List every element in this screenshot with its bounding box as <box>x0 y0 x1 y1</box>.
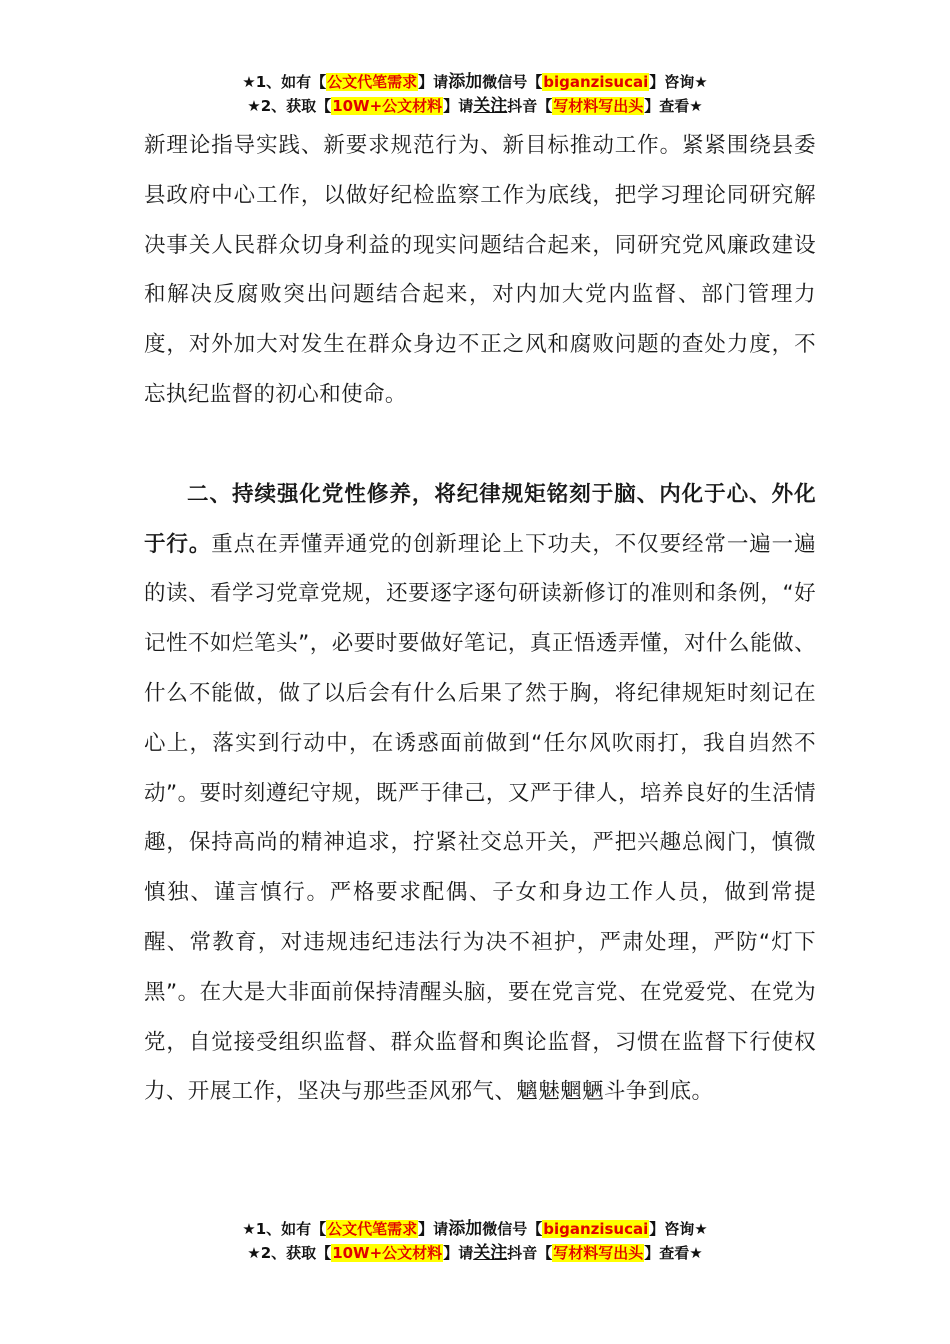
footer-banner <box>0 1217 950 1265</box>
banner-text: 】请 <box>443 97 474 115</box>
emphasis-text: 关注 <box>473 1243 508 1263</box>
banner-text: 】查看★ <box>644 97 703 115</box>
paragraph-text: 重点在弄懂弄通党的创新理论上下功夫，不仅要经常一遍一遍的读、看学习党章党规，还要逐字逐句研读新修订的准则和条例，“好记性不如烂笔头”，必要时要做好笔记，真正悟透弄懂，对什么能做、什么不能做，做了以后会有什么后果了然于胸，将纪律规矩时刻记在心上，落实到行动中，在诱惑面前做到“任尔风吹雨打，我自岿然不动”。要时刻遵纪守规，既严于律己，又严于律人，培养良好的生活情趣，保持高尚的精神追求，拧紧社交总开关，严把兴趣总阀门，慎微慎独、谨言慎行。严格要求配偶、子女和身边工作人员，做到常提醒、常教育，对违规违纪违法行为决不袒护，严肃处理，严防“灯下黑”。在大是大非面前保持清醒头脑，要在党言党、在党爱党、在党为党，自觉接受组织监督、群众监督和舆论监督，习惯在监督下行使权力、开展工作，坚决与那些歪风邪气、魑魅魍魉斗争到底。 <box>144 531 817 1105</box>
banner-text: 微信号【 <box>482 1220 543 1238</box>
banner-line-2 <box>0 94 950 118</box>
highlight-label: 10W+公文材料 <box>332 97 443 115</box>
emphasis-text: 添加 <box>448 1219 483 1239</box>
banner-text: ★2、获取【 <box>247 97 332 115</box>
banner-text: ★1、如有【 <box>242 1220 327 1238</box>
banner-line-2 <box>0 1241 950 1265</box>
banner-text: ★2、获取【 <box>247 1244 332 1262</box>
banner-line-1 <box>0 70 950 94</box>
wechat-id: biganzisucai <box>543 73 649 91</box>
douyin-account: 写材料写出头 <box>553 97 644 115</box>
banner-text: 】请 <box>418 1220 449 1238</box>
banner-text: 抖音【 <box>507 1244 553 1262</box>
wechat-id: biganzisucai <box>543 1220 649 1238</box>
highlight-label: 公文代笔需求 <box>327 1220 418 1238</box>
banner-text: 】请 <box>443 1244 474 1262</box>
paragraph: 新理论指导实践、新要求规范行为、新目标推动工作。紧紧围绕县委县政府中心工作，以做好纪检监察工作为底线，把学习理论同研究解决事关人民群众切身利益的现实问题结合起来，同研究党风廉政建设和解决反腐败突出问题结合起来，对内加大党内监督、部门管理力度，对外加大对发生在群众身边不正之风和腐败问题的查处力度，不忘执纪监督的初心和使命。 <box>144 133 816 407</box>
highlight-label: 公文代笔需求 <box>327 73 418 91</box>
emphasis-text: 添加 <box>448 72 483 92</box>
banner-text: 】请 <box>418 73 449 91</box>
document-body <box>144 121 816 1117</box>
paragraph-gap <box>144 420 816 470</box>
douyin-account: 写材料写出头 <box>553 1244 644 1262</box>
section-heading: 二、持续强化党性修养，将纪律规矩铭刻于脑、内化于心、外化于行。 <box>144 481 816 557</box>
banner-text: 微信号【 <box>482 73 543 91</box>
banner-text: 抖音【 <box>507 97 553 115</box>
emphasis-text: 关注 <box>473 96 508 116</box>
paragraph <box>144 470 816 1117</box>
banner-text: 】咨询★ <box>649 73 708 91</box>
banner-text: 】咨询★ <box>649 1220 708 1238</box>
banner-line-1 <box>0 1217 950 1241</box>
banner-text: ★1、如有【 <box>242 73 327 91</box>
highlight-label: 10W+公文材料 <box>332 1244 443 1262</box>
banner-text: 】查看★ <box>644 1244 703 1262</box>
header-banner <box>0 70 950 118</box>
